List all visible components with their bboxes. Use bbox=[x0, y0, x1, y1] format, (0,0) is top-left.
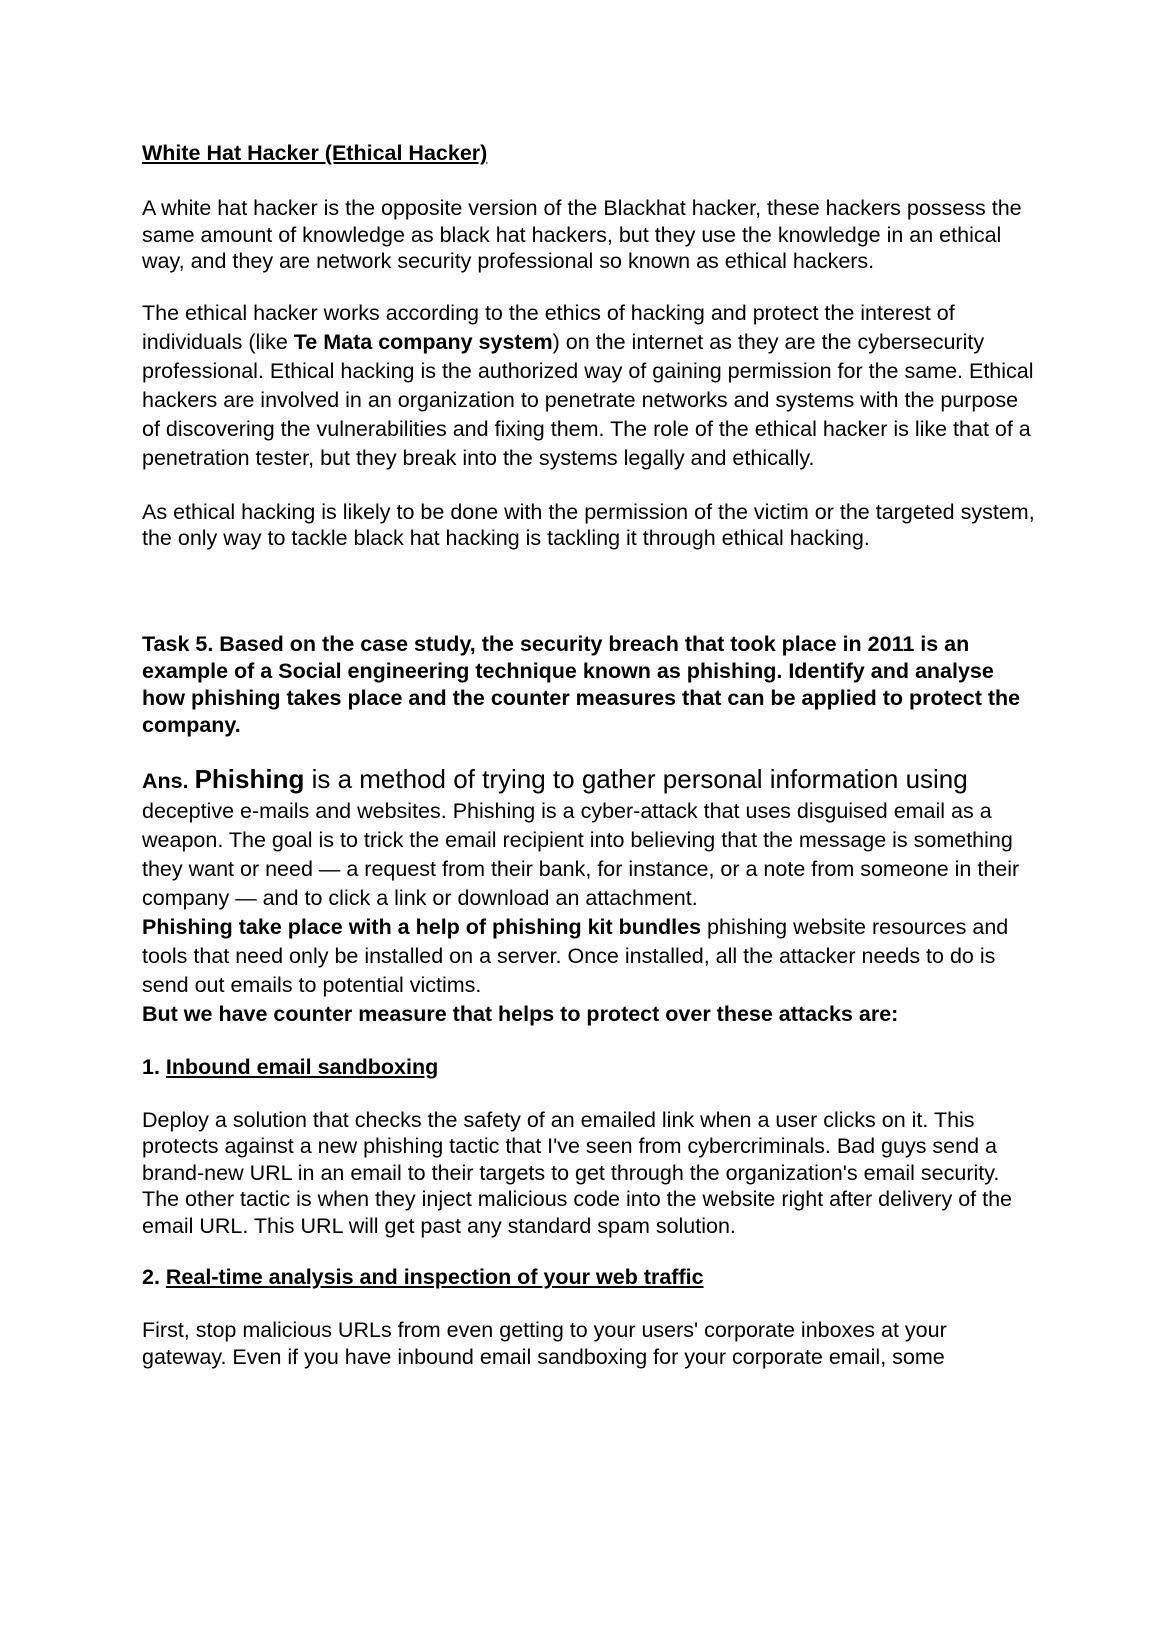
phishing-term: Phishing bbox=[194, 763, 305, 794]
counter-measures-intro: But we have counter measure that helps to protect over these attacks are: bbox=[142, 1001, 899, 1026]
countermeasure-1-body: Deploy a solution that checks the safety of an emailed link when a user clicks on it. This protects against a new phishing tactic that I've seen from cybercriminals. Bad guys send a brand-new URL in an email to their targets to get through the organization's email security. The other tactic is when they inject malicious code into the website right after delivery of the email URL. This URL will get past any standard spam solution. bbox=[142, 1107, 1012, 1238]
para2-text-a: The ethical hacker works according to the ethics of hacking and protect the interest of individuals (like bbox=[142, 300, 955, 354]
document-body bbox=[142, 140, 1037, 1370]
answer-lead-text: is a method of trying to gather personal information using bbox=[304, 763, 968, 794]
answer-phishing-description: deceptive e-mails and websites. Phishing is a cyber-attack that uses disguised email as a weapon. The goal is to trick the email recipient into believing that the message is something they want or need — a request from their bank, for instance, or a note from someone in their company — and to click a link or download an attachment. bbox=[142, 798, 1020, 910]
countermeasure-2-body: First, stop malicious URLs from even getting to your users' corporate inboxes at your gateway. Even if you have inbound email sandboxing for your corporate email, some bbox=[142, 1318, 947, 1369]
countermeasure-1-heading bbox=[142, 1054, 1037, 1081]
countermeasure-2-title: Real-time analysis and inspection of your web traffic bbox=[165, 1265, 704, 1289]
phishing-kit-rest: phishing website resources and tools that need only be installed on a server. Once installed, all the attacker needs to do is send out emails to potential victims. bbox=[142, 914, 1009, 997]
paragraph-whitehat-definition: A white hat hacker is the opposite version of the Blackhat hacker, these hackers possess the same amount of knowledge as black hat hackers, but they use the knowledge in an ethical way, and they are network security professional so known as ethical hackers. bbox=[142, 196, 1022, 273]
countermeasure-1-title: Inbound email sandboxing bbox=[165, 1054, 439, 1079]
te-mata-company-highlight: Te Mata company system bbox=[293, 329, 553, 354]
answer-phishing-kit bbox=[142, 913, 1037, 1000]
paragraph-ethical-hacker-role bbox=[142, 299, 1037, 473]
paragraph-ethical-hacking-permission: As ethical hacking is likely to be done with the permission of the victim or the targeted system, the only way to tackle black hat hacking is tackling it through ethical hacking. bbox=[142, 499, 1035, 550]
answer-label: Ans. bbox=[142, 768, 189, 793]
para2-text-b: ) on the internet as they are the cybersecurity professional. Ethical hacking is the authorized way of gaining permission for the same. Ethical hackers are involved in an organization to penetrate networks and systems with the purpose of discovering the vulnerabilities and fixing them. The role of the ethical hacker is like that of a penetration tester, but they break into the systems legally and ethically. bbox=[142, 329, 1034, 470]
phishing-kit-bold: Phishing take place with a help of phishing kit bundles bbox=[142, 914, 702, 939]
task5-question: Task 5. Based on the case study, the security breach that took place in 2011 is an example of a Social engineering technique known as phishing. Identify and analyse how phishing takes place and the counter measures that can be applied to protect the company. bbox=[142, 631, 1021, 737]
countermeasure-1-number: 1. bbox=[142, 1054, 166, 1079]
white-hat-heading: White Hat Hacker (Ethical Hacker) bbox=[142, 141, 488, 165]
countermeasure-2-heading bbox=[142, 1264, 1037, 1291]
countermeasure-2-number: 2. bbox=[142, 1265, 166, 1289]
answer-lead-line bbox=[142, 763, 1037, 797]
